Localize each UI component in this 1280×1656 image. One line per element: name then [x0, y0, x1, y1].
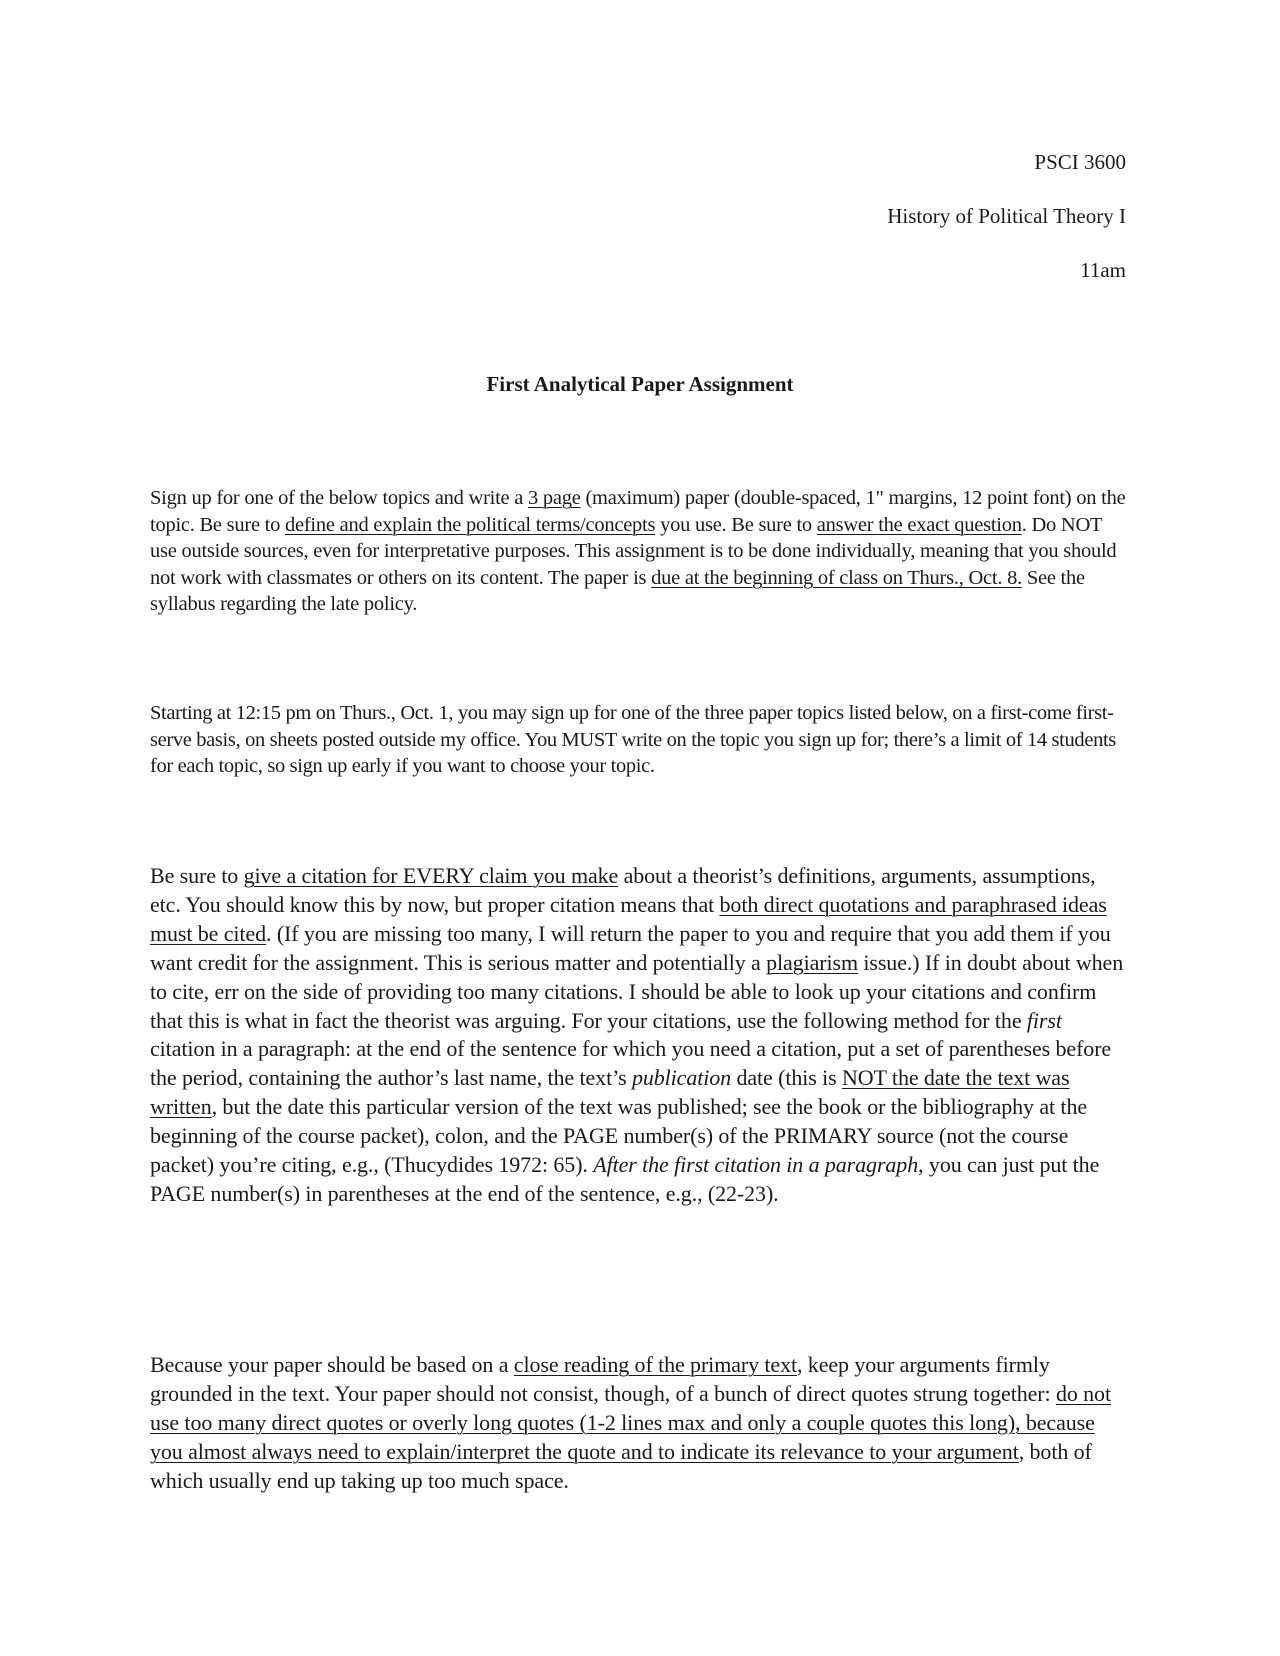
text-run: See the syllabus regarding the late policy. [150, 566, 1085, 616]
text-run: Be sure to [150, 863, 244, 888]
section-time: 11am [1080, 258, 1126, 282]
underlined-text: define and explain the political terms/concepts [285, 513, 656, 536]
italic-text: After the first citation in a paragraph [593, 1152, 919, 1178]
paragraph-instructions [150, 485, 1130, 618]
text-run: , but the date this particular version of the text was published; see the book or the bibliography at the beginning of the course packet), colon, and the PAGE number(s) of the PRIMARY source (not the course packet) you’re citing, e.g., (Thucydides 1972: 65). [150, 1094, 1088, 1178]
document-title: First Analytical Paper Assignment [486, 372, 794, 396]
text-run: , you can just put the PAGE number(s) in parentheses at the end of the sentence, e.g., (22-23). [150, 1152, 1100, 1206]
italic-text: first [1026, 1007, 1062, 1033]
underlined-text: close reading of the primary text [513, 1352, 797, 1377]
underlined-text: give a citation for EVERY claim you make [243, 863, 619, 888]
text-run: , keep your arguments firmly grounded in the text. Your paper should not consist, though, of a bunch of direct quotes strung together: [150, 1352, 1056, 1406]
paragraph-close-reading [150, 1351, 1130, 1496]
text-run: Because your paper should be based on a [150, 1352, 514, 1377]
text-run: . Do NOT use outside sources, even for interpretative purposes. This assignment is to be done individually, meaning that you should not work with classmates or others on its content. The paper is [150, 513, 1117, 589]
text-run: Sign up for one of the below topics and write a [150, 487, 528, 509]
text-run: (maximum) paper (double-spaced, 1" margins, 12 point font) on the topic. Be sure to [150, 487, 1126, 536]
paragraph-signup: Starting at 12:15 pm on Thurs., Oct. 1, you may sign up for one of the three paper topics listed below, on a first-come first-serve basis, on sheets posted outside my office. You MUST write on the topic you sign up for; there’s a limit of 14 students for each topic, so sign up early if you want to choose your topic. [150, 702, 1116, 778]
underlined-text: both direct quotations and paraphrased ideas must be cited [150, 891, 1107, 946]
text-run: issue.) If in doubt about when to cite, err on the side of providing too many citations. I should be able to look up your citations and confirm that this is what in fact the theorist was arguing. For your citations, use the following method for the [150, 949, 1124, 1033]
underlined-text: plagiarism [766, 949, 858, 975]
underlined-text: due at the beginning of class on Thurs., Oct. 8. [651, 566, 1022, 589]
text-run: . (If you are missing too many, I will return the paper to you and require that you add them if you want credit for the assignment. This is serious matter and potentially a [150, 920, 1111, 975]
course-code: PSCI 3600 [1034, 150, 1126, 174]
underlined-text: do not use too many direct quotes or overly long quotes (1-2 lines max and only a couple quotes this long), because you almost always need to explain/interpret the quote and to indicate its relevance to your argument [150, 1380, 1111, 1464]
underlined-text: 3 page [527, 487, 581, 509]
course-name: History of Political Theory I [887, 204, 1126, 228]
paragraph-citations [150, 862, 1130, 1209]
italic-text: publication [631, 1065, 732, 1091]
text-run: about a theorist’s definitions, arguments, assumptions, etc. You should know this by now, but proper citation means that [150, 863, 1096, 917]
underlined-text: answer the exact question [816, 513, 1022, 536]
text-run: you use. Be sure to [655, 513, 817, 536]
text-run: , both of which usually end up taking up too much space. [150, 1438, 1092, 1493]
text-run: citation in a paragraph: at the end of the sentence for which you need a citation, put a set of parentheses before the period, containing the author’s last name, the text’s [150, 1036, 1112, 1091]
text-run: date (this is [731, 1065, 843, 1091]
underlined-text: NOT the date the text was written [150, 1065, 1070, 1120]
